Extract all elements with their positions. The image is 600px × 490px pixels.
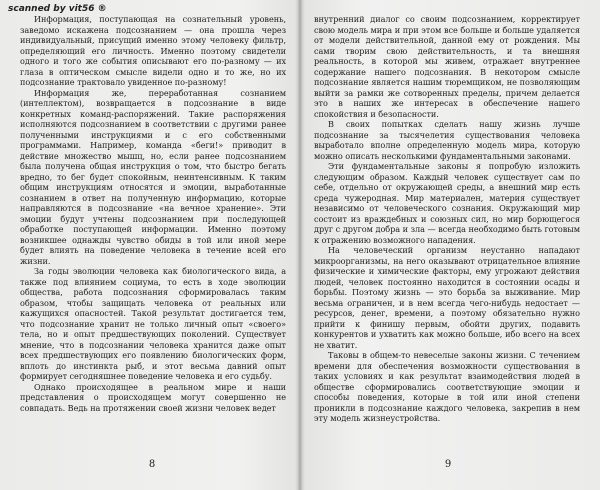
right-paragraph-1: внутренний диалог со своим подсознанием, корректирует свою модель мира и при этом все больше и больше удаляется от модели действительной, данной ему от рождения. Мы сами творим свою действительность, и та внешняя реальность, в которой мы живем, отражает внутреннее содержание нашего подсознания. В некотором смысле подсознание является нашим тюремщиком, не позволяющим выйти за рамки же сотворенных пределы, причем делается это в наших же интересах в обеспечение нашего спокойствия и безопасности. [314,14,580,119]
right-page [314,14,580,454]
right-paragraph-3: Эти фундаментальные законы я попробую изложить следующим образом. Каждый человек существует сам по себе, отдельно от окружающей среды, а внешний мир есть среда чужеродная. Мир материален, материя существует независимо от человеческого сознания. Окружающий мир состоит из враждебных и союзных сил, но мир борющегося друг с другом добра и зла — всегда необходимо быть готовым к отражению возможного нападения. [314,161,580,245]
left-paragraph-1: Информация, поступающая на сознательный уровень, заведомо искажена подсознанием — она прошла через индивидуальный, присущий именно этому человеку фильтр, определяющий его личность. Именно поэтому свидетели одного и того же события описывают его по-разному — их глаза в оптическом смысле видели одно и то же, но их подсознание трактовало увиденное по-разному! [20,14,286,87]
left-page [20,14,286,454]
scan-watermark: scanned by vit56 ® [8,4,107,14]
left-paragraph-4: Однако происходящее в реальном мире и наши представления о происходящем могут совершенно не совпадать. Ведь на протяжении своей жизни человек ведет [20,381,286,413]
right-page-number: 9 [444,459,452,470]
right-paragraph-2: В своих попытках сделать нашу жизнь лучше подсознание за тысячелетия существования человека выработало вполне определенную модель мира, которую можно описать несколькими фундаментальными законами. [314,119,580,161]
left-paragraph-2: Информация же, переработанная сознанием (интеллектом), возвращается в подсознание в виде конкретных команд-распоряжений. Такие распоряжения исполняются подсознанием в соответствии с другими ранее полученными инструкциями и с его собственными программами. Например, команда «беги!» приводит в действие множество мышц, но, если ранее подсознанием была получена общая инструкция о том, что быстро бегать вредно, то бег будет спокойным, неинтенсивным. К таким общим инструкциям относятся и эмоции, выработанные сознанием в ответ на полученную информацию, которые направляются в подсознание «на вечное хранение». Эти эмоции будут учтены подсознанием при последующей обработке поступающей информации. Именно поэтому возникшее однажды чувство обиды в той или иной мере будет влиять на поведение человека в течение всей его жизни. [20,87,286,266]
left-page-number: 8 [148,459,156,470]
left-paragraph-3: За годы эволюции человека как биологического вида, а также под влиянием социума, то есть в ходе эволюции общества, работа подсознания сформировалась таким образом, чтобы защищать человека от реальных или кажущихся опасностей. Такой результат достигается тем, что подсознание хранит не только личный опыт «своего» тела, но и опыт предшествующих поколений. Существует мнение, что в подсознании человека хранится даже опыт всех предшествующих его появлению биологических форм, вплоть до инстинкта рыб, и этот весьма давний опыт формирует сегодняшнее поведение человека и его судьбу. [20,266,286,381]
right-paragraph-4: На человеческий организм неустанно нападают микроорганизмы, на него оказывают отрицательное влияние физические и химические факторы, ему угрожают действия людей, человек постоянно находится в состоянии осады и борьбы. Поэтому жизнь — это борьба за выживание. Мир весьма ограничен, и в нем всегда чего-нибудь недостает — ресурсов, денег, времени, а поэтому обязательно нужно прийти к финишу первым, обойти других, подавить конкурентов и ухватить как можно больше, ибо всего на всех не хватит. [314,245,580,350]
right-paragraph-5: Таковы в общем-то невеселые законы жизни. С течением времени для обеспечения возможности существования в таких условиях и как результат взаимодействия людей в обществе сформировались соответствующие эмоции и способы поведения, которые в той или иной степени проникли в подсознание каждого человека, закрепив в нем эту модель жизнеустройства. [314,350,580,423]
book-fold [298,0,302,490]
